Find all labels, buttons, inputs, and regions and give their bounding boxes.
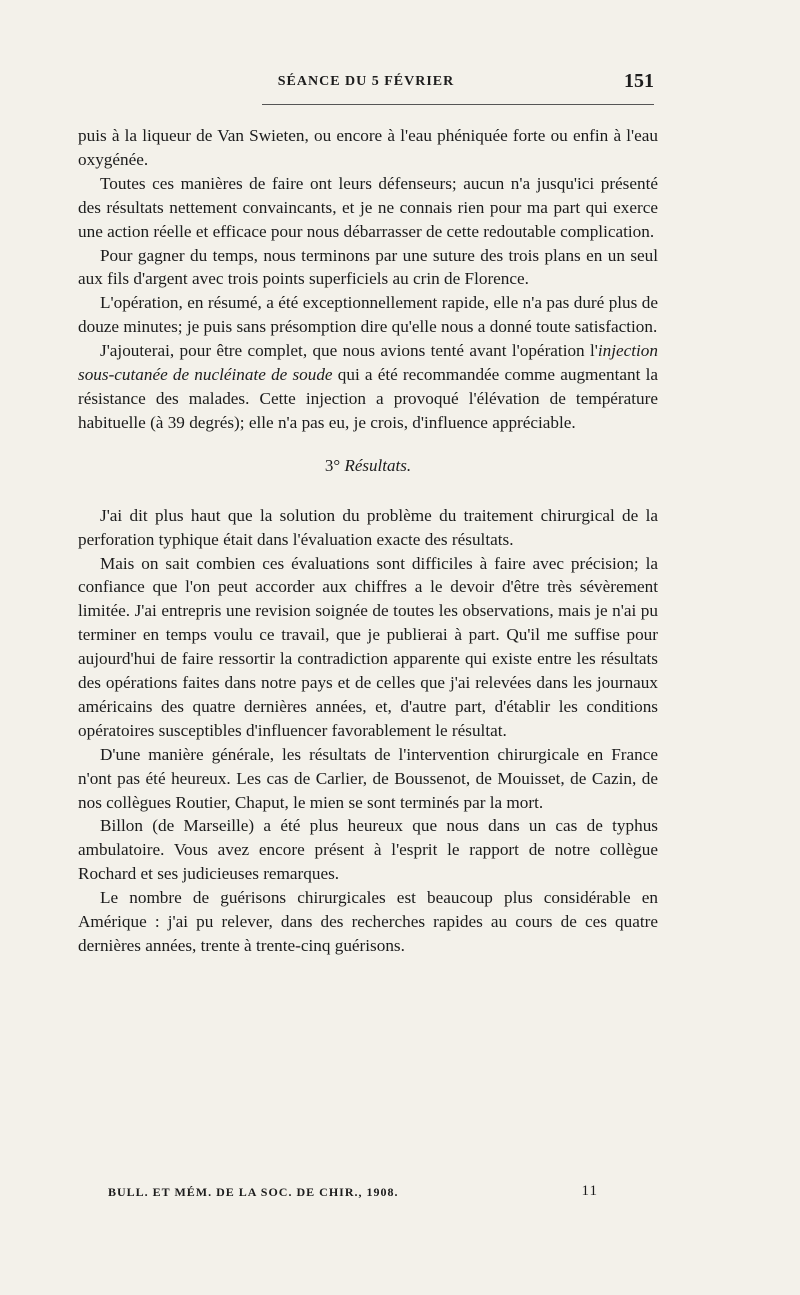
section-number: 3° <box>324 455 341 475</box>
paragraph: Le nombre de guérisons chirurgicales est beaucoup plus considérable en Amérique : j'ai pu relever, dans des recherches rapides au cours de ces quatre dernières années, trente à trente-cinq guérisons. <box>78 888 658 955</box>
section-title: Résultats. <box>344 455 412 475</box>
paragraph: Mais on sait combien ces évaluations sont difficiles à faire avec précision; la confiance que l'on peut accorder aux chiffres a le devoir d'être très sévèrement limitée. J'ai entrepris une revision soignée de toutes les observations, mais je n'ai pu terminer en temps voulu ce travail, que je publierai à part. Qu'il me suffise pour aujourd'hui de faire ressortir la contradiction apparente qui existe entre les résultats des opérations faites dans notre pays et de celles que j'ai relevées dans les journaux américains des quatre dernières années, et, d'autre part, d'établir les conditions opératoires susceptibles d'influencer favorablement le résultat. <box>78 553 658 740</box>
paragraph-injection <box>78 339 658 435</box>
paragraph: Billon (de Marseille) a été plus heureux que nous dans un cas de typhus ambulatoire. Vous avez encore présent à l'esprit le rapport de notre collègue Rochard et ses judicieuses remarques. <box>78 816 658 884</box>
paragraph: L'opération, en résumé, a été exceptionnellement rapide, elle n'a pas duré plus de douze minutes; je puis sans présomption dire qu'elle nous a donné toute satisfaction. <box>78 293 658 337</box>
running-header <box>78 72 654 100</box>
header-rule <box>262 104 654 105</box>
paragraph: puis à la liqueur de Van Swieten, ou encore à l'eau phéniquée forte ou enfin à l'eau oxygénée. <box>78 126 658 169</box>
body-text <box>78 124 658 958</box>
paragraph: D'une manière générale, les résultats de l'intervention chirurgicale en France n'ont pas été heureux. Les cas de Carlier, de Boussenot, de Mouisset, de Cazin, de nos collègues Routier, Chaput, le mien se sont terminés par la mort. <box>78 744 658 812</box>
paragraph: Pour gagner du temps, nous terminons par une suture des trois plans en un seul aux fils d'argent avec trois points superficiels au crin de Florence. <box>78 245 658 289</box>
signature-mark: 11 <box>581 1183 598 1199</box>
section-heading <box>78 454 658 478</box>
header-title: SÉANCE DU 5 FÉVRIER <box>277 74 455 89</box>
paragraph: Toutes ces manières de faire ont leurs défenseurs; aucun n'a jusqu'ici présenté des résultats nettement convaincants, et je ne connais rien pour ma part qui exerce une action réelle et efficace pour nous débarrasser de cette redoutable complication. <box>78 173 658 241</box>
text-run: qui a été recommandée comme augmentant la résistance des malades. Cette injection a provoqué l'élévation de température habituelle (à 39 degrés); elle n'a pas eu, je crois, d'influence appréciable. <box>78 365 658 432</box>
italic-term: injection sous-cutanée de nucléinate de soude <box>78 341 658 385</box>
paragraph: J'ai dit plus haut que la solution du problème du traitement chirurgical de la perforation typhique était dans l'évaluation exacte des résultats. <box>78 505 658 549</box>
footer-text: BULL. ET MÉM. DE LA SOC. DE CHIR., 1908. <box>108 1185 399 1199</box>
text-run: J'ajouterai, pour être complet, que nous avions tenté avant l'opération l' <box>100 341 598 361</box>
page-number: 151 <box>624 70 654 92</box>
